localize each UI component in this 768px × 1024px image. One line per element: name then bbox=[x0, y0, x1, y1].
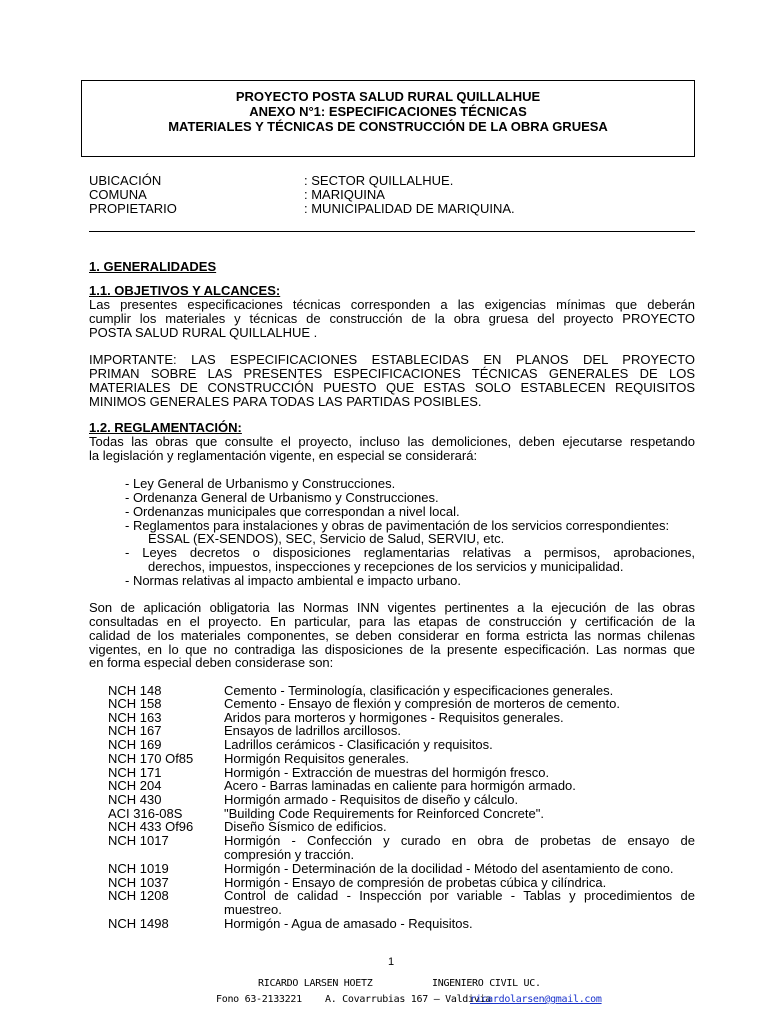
norm-description: Ladrillos cerámicos - Clasificación y requisitos. bbox=[224, 737, 493, 752]
list-item: - Ordenanza General de Urbanismo y Construcciones. bbox=[125, 490, 439, 505]
norm-code: NCH 204 bbox=[108, 778, 162, 793]
paragraph-line: Todas las obras que consulte el proyecto, incluso las demoliciones, deben ejecutarse respetando bbox=[89, 434, 695, 449]
list-item-continuation: derechos, impuestos, inspecciones y recepciones de los servicios y municipalidad. bbox=[148, 559, 624, 574]
norm-code: NCH 1037 bbox=[108, 875, 169, 890]
list-item: - Ordenanzas municipales que correspondan a nivel local. bbox=[125, 504, 460, 519]
important-line: MINIMOS GENERALES PARA TODAS LAS PARTIDAS POSIBLES. bbox=[89, 394, 482, 409]
footer-name: RICARDO LARSEN HOETZ bbox=[258, 978, 373, 989]
norm-description: Diseño Sísmico de edificios. bbox=[224, 819, 387, 834]
norm-description-continuation: muestreo. bbox=[224, 902, 282, 917]
norm-code: ACI 316-08S bbox=[108, 806, 183, 821]
title-box bbox=[81, 80, 695, 157]
norm-description: Hormigón - Extracción de muestras del hormigón fresco. bbox=[224, 765, 550, 780]
list-item: - Normas relativas al impacto ambiental e impacto urbano. bbox=[125, 573, 461, 588]
info-label-ubicacion: UBICACIÓN bbox=[89, 173, 162, 188]
doc-title-project: PROYECTO POSTA SALUD RURAL QUILLALHUE bbox=[235, 89, 541, 104]
footer-title: INGENIERO CIVIL UC. bbox=[432, 978, 541, 989]
norm-code: NCH 158 bbox=[108, 696, 162, 711]
list-item: - Ley General de Urbanismo y Construcciones. bbox=[125, 476, 396, 491]
divider-line bbox=[89, 231, 695, 232]
norm-description: Hormigón - Agua de amasado - Requisitos. bbox=[224, 916, 473, 931]
norm-description-continuation: compresión y tracción. bbox=[224, 847, 355, 862]
info-label-comuna: COMUNA bbox=[89, 187, 147, 202]
paragraph-line: POSTA SALUD RURAL QUILLALHUE . bbox=[89, 325, 318, 340]
info-value-propietario: : MUNICIPALIDAD DE MARIQUINA. bbox=[304, 201, 515, 216]
important-line: MATERIALES DE CONSTRUCCIÓN PUESTO QUE ESTAS SOLO ESTABLECEN REQUISITOS bbox=[89, 380, 695, 395]
norm-code: NCH 170 Of85 bbox=[108, 751, 194, 766]
norm-description: Acero - Barras laminadas en caliente para hormigón armado. bbox=[224, 778, 576, 793]
norm-code: NCH 433 Of96 bbox=[108, 819, 194, 834]
footer-phone: Fono 63-2133221 bbox=[216, 994, 302, 1005]
footer-address: A. Covarrubias 167 – Valdivia bbox=[325, 994, 491, 1005]
norm-code: NCH 167 bbox=[108, 723, 162, 738]
list-item: - Leyes decretos o disposiciones reglamentarias relativas a permisos, aprobaciones, bbox=[125, 545, 695, 560]
norm-code: NCH 1208 bbox=[108, 888, 169, 903]
norm-code: NCH 430 bbox=[108, 792, 162, 807]
list-item-continuation: ESSAL (EX-SENDOS), SEC, Servicio de Salud, SERVIU, etc. bbox=[148, 531, 505, 546]
paragraph-line: Son de aplicación obligatoria las Normas INN vigentes pertinentes a la ejecución de las obras bbox=[89, 600, 695, 615]
norm-code: NCH 1017 bbox=[108, 833, 169, 848]
norm-description: Hormigón - Confección y curado en obra de probetas de ensayo de bbox=[224, 833, 695, 848]
info-value-comuna: : MARIQUINA bbox=[304, 187, 385, 202]
norm-description: Aridos para morteros y hormigones - Requisitos generales. bbox=[224, 710, 564, 725]
subsection-heading-reglamentacion: 1.2. REGLAMENTACIÓN: bbox=[89, 420, 242, 435]
footer-email-link[interactable]: ricardolarsen@gmail.com bbox=[470, 994, 602, 1005]
norm-description: "Building Code Requirements for Reinforced Concrete". bbox=[224, 806, 544, 821]
norm-description: Cemento - Terminología, clasificación y especificaciones generales. bbox=[224, 683, 614, 698]
info-label-propietario: PROPIETARIO bbox=[89, 201, 177, 216]
subsection-heading-objetivos: 1.1. OBJETIVOS Y ALCANCES: bbox=[89, 283, 281, 298]
page-number: 1 bbox=[388, 956, 395, 968]
norm-description: Hormigón armado - Requisitos de diseño y cálculo. bbox=[224, 792, 519, 807]
norm-description: Ensayos de ladrillos arcillosos. bbox=[224, 723, 402, 738]
info-value-ubicacion: : SECTOR QUILLALHUE. bbox=[304, 173, 454, 188]
norm-code: NCH 1498 bbox=[108, 916, 169, 931]
paragraph-line: consultadas en el proyecto. En particular, para las etapas de construcción y certificación de la bbox=[89, 614, 695, 629]
doc-title-annex: ANEXO N°1: ESPECIFICACIONES TÉCNICAS bbox=[249, 104, 527, 119]
norm-code: NCH 163 bbox=[108, 710, 162, 725]
paragraph-line: vigentes, en lo que no contradiga las disposiciones de la presente especificación. Las normas que bbox=[89, 642, 695, 657]
doc-title-subject: MATERIALES Y TÉCNICAS DE CONSTRUCCIÓN DE LA OBRA GRUESA bbox=[168, 119, 608, 134]
norm-description: Hormigón - Ensayo de compresión de probetas cúbica y cilíndrica. bbox=[224, 875, 607, 890]
norm-code: NCH 1019 bbox=[108, 861, 169, 876]
paragraph-line: Las presentes especificaciones técnicas corresponden a las exigencias mínimas que deberán bbox=[89, 297, 695, 312]
norm-description: Hormigón - Determinación de la docilidad - Método del asentamiento de cono. bbox=[224, 861, 674, 876]
list-item: - Reglamentos para instalaciones y obras de pavimentación de los servicios correspondientes: bbox=[125, 518, 670, 533]
norm-description: Hormigón Requisitos generales. bbox=[224, 751, 409, 766]
norm-description: Cemento - Ensayo de flexión y compresión de morteros de cemento. bbox=[224, 696, 620, 711]
norm-code: NCH 148 bbox=[108, 683, 162, 698]
norm-code: NCH 171 bbox=[108, 765, 162, 780]
paragraph-line: calidad de los materiales componentes, se deben considerar en forma estricta las normas chilenas bbox=[89, 628, 695, 643]
paragraph-line: en forma especial deben considerase son: bbox=[89, 655, 334, 670]
norm-description: Control de calidad - Inspección por variable - Tablas y procedimientos de bbox=[224, 888, 695, 903]
paragraph-line: cumplir los materiales y técnicas de construcción de la obra gruesa del proyecto PROYECTO bbox=[89, 311, 695, 326]
important-line: PRIMAN SOBRE LAS PRESENTES ESPECIFICACIONES TÉCNICAS GENERALES DE LOS bbox=[89, 366, 695, 381]
section-heading-generalidades: 1. GENERALIDADES bbox=[89, 259, 217, 274]
paragraph-line: la legislación y reglamentación vigente, en especial se considerará: bbox=[89, 448, 478, 463]
important-line: IMPORTANTE: LAS ESPECIFICACIONES ESTABLECIDAS EN PLANOS DEL PROYECTO bbox=[89, 352, 695, 367]
norm-code: NCH 169 bbox=[108, 737, 162, 752]
